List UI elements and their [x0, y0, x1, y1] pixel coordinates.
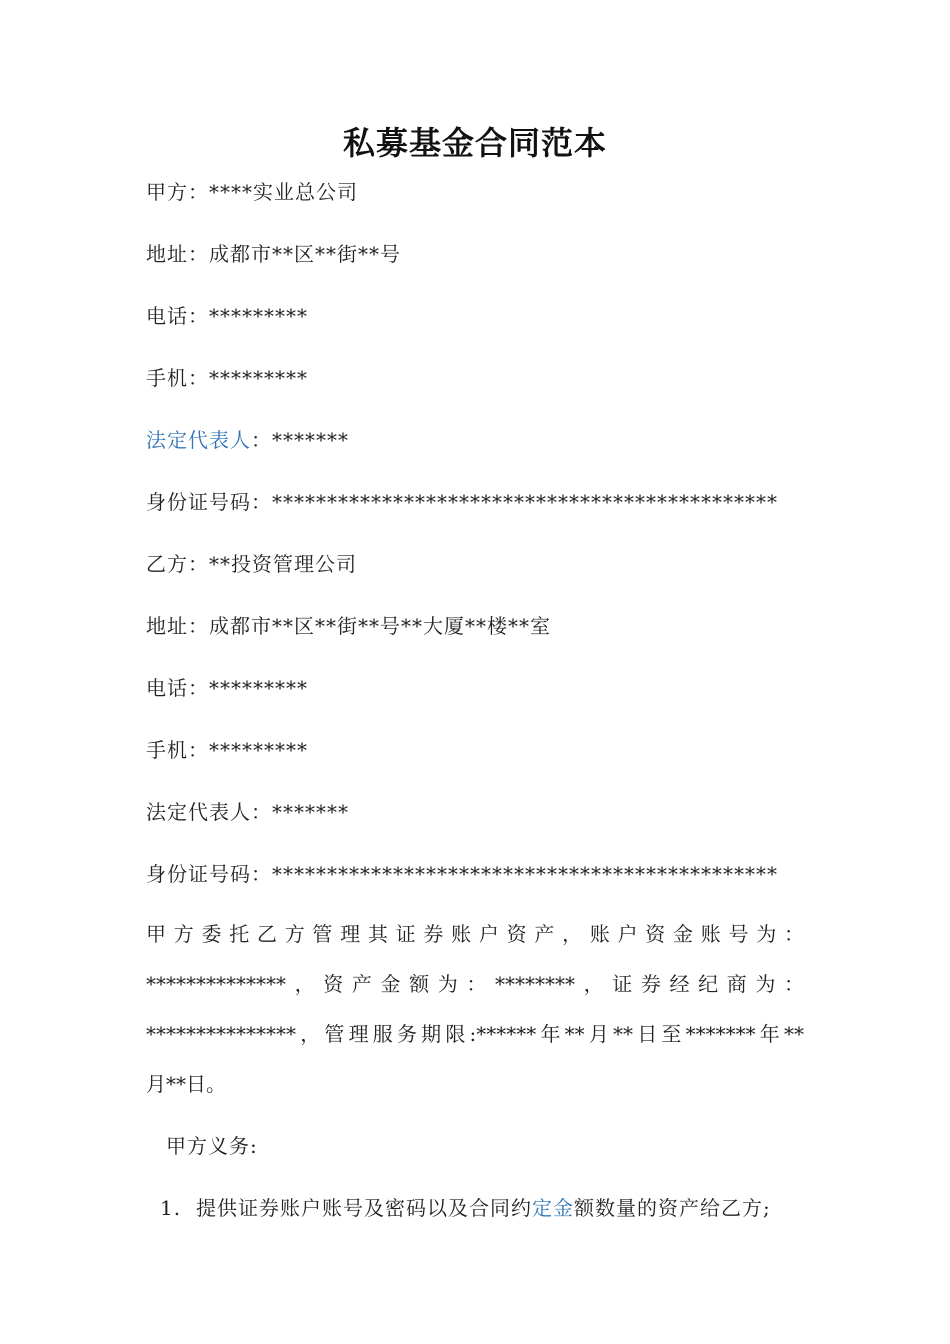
- party-b-rep-line: [146, 798, 349, 826]
- party-b-phone-line: [146, 674, 308, 702]
- obligations-heading: 甲方义务:: [166, 1134, 258, 1158]
- party-a-phone-value: *********: [209, 304, 308, 328]
- party-a-name-label: 甲方：: [146, 180, 209, 204]
- paragraph-line-1: 甲方委托乙方管理其证券账户资产，账户资金账号为：: [146, 922, 804, 946]
- party-b-name-value: **投资管理公司: [209, 552, 357, 576]
- party-a-rep-value: *******: [272, 428, 349, 452]
- paragraph-line-2: **************，资产金额为：********，证券经纪商为：: [146, 972, 804, 996]
- obligation-text-after: 额数量的资产给乙方;: [574, 1196, 771, 1220]
- party-a-address-line: [146, 240, 401, 268]
- party-b-phone-value: *********: [209, 676, 308, 700]
- party-a-address-value: 成都市**区**街**号: [209, 242, 401, 266]
- party-b-name-line: [146, 550, 357, 578]
- obligation-text-before: 提供证券账户账号及密码以及合同约: [196, 1196, 532, 1220]
- obligation-item-1: [160, 1194, 771, 1222]
- obligation-number: 1.: [160, 1196, 182, 1220]
- party-a-id-line: [146, 488, 778, 516]
- paragraph-line-3: ***************，管理服务期限:******年**月**日至*******年**: [146, 1022, 804, 1046]
- party-b-phone-label: 电话：: [146, 676, 209, 700]
- party-b-rep-value: *******: [272, 800, 349, 824]
- party-a-name-value: ****实业总公司: [209, 180, 358, 204]
- party-b-id-label: 身份证号码：: [146, 862, 272, 886]
- legal-representative-link[interactable]: 法定代表人: [146, 428, 251, 452]
- party-a-phone-line: [146, 302, 308, 330]
- party-a-rep-line: [146, 426, 349, 454]
- page-title: 私募基金合同范本: [342, 124, 607, 162]
- party-a-rep-colon: ：: [251, 428, 272, 452]
- party-b-id-value: **********************************************: [272, 862, 778, 886]
- deposit-link[interactable]: 定金: [532, 1196, 574, 1220]
- party-a-phone-label: 电话：: [146, 304, 209, 328]
- party-a-name-line: [146, 178, 358, 206]
- party-a-mobile-label: 手机：: [146, 366, 209, 390]
- party-b-mobile-line: [146, 736, 308, 764]
- party-b-id-line: [146, 860, 778, 888]
- party-a-id-value: **********************************************: [272, 490, 778, 514]
- party-a-id-label: 身份证号码：: [146, 490, 272, 514]
- party-a-address-label: 地址：: [146, 242, 209, 266]
- party-b-address-line: [146, 612, 551, 640]
- party-a-mobile-value: *********: [209, 366, 308, 390]
- party-a-mobile-line: [146, 364, 308, 392]
- party-b-address-label: 地址：: [146, 614, 209, 638]
- party-b-rep-label: 法定代表人：: [146, 800, 272, 824]
- party-b-mobile-label: 手机：: [146, 738, 209, 762]
- paragraph-line-4: 月**日。: [146, 1072, 226, 1096]
- party-b-name-label: 乙方：: [146, 552, 209, 576]
- party-b-mobile-value: *********: [209, 738, 308, 762]
- party-b-address-value: 成都市**区**街**号**大厦**楼**室: [209, 614, 551, 638]
